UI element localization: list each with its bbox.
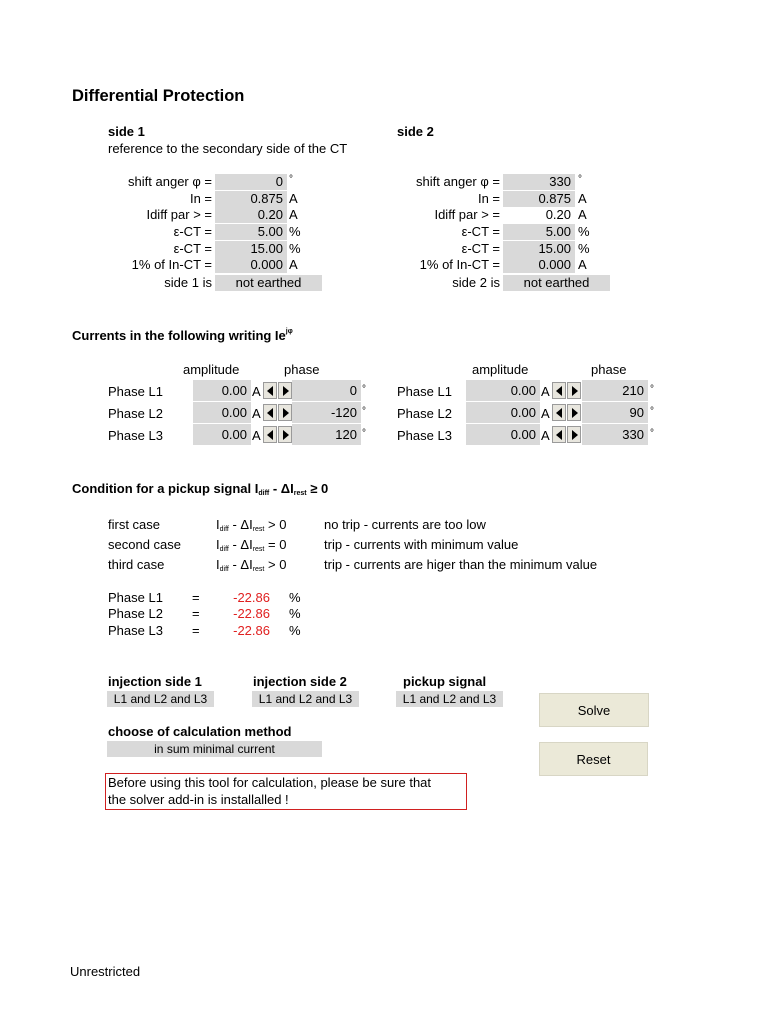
- phase-input-l1-side1[interactable]: 0: [292, 380, 361, 401]
- param-label: ε-CT =: [173, 224, 212, 239]
- increase-arrow-icon[interactable]: [278, 426, 292, 443]
- param-label: 1% of In-CT =: [131, 257, 212, 272]
- param-label: shift anger φ =: [128, 174, 212, 189]
- increase-arrow-icon[interactable]: [278, 382, 292, 399]
- result-unit: %: [289, 623, 301, 638]
- result-eq: =: [192, 623, 200, 638]
- phase-header-side2: phase: [591, 362, 627, 377]
- result-value: -22.86: [233, 623, 270, 638]
- amp-input-l1-side1[interactable]: 0.00: [193, 380, 251, 401]
- amp-spinner-l2-side1[interactable]: [263, 404, 293, 421]
- earth-select-side2[interactable]: not earthed: [503, 275, 610, 291]
- result-unit: %: [289, 590, 301, 605]
- ect-input-side1[interactable]: 5.00: [215, 224, 287, 240]
- result-phase: Phase L3: [108, 623, 163, 638]
- unit: A: [578, 191, 587, 206]
- calc-method-label: choose of calculation method: [108, 724, 292, 739]
- phase-name: Phase L3: [108, 428, 163, 443]
- result-eq: =: [192, 606, 200, 621]
- shift-angle-input-side2[interactable]: 330: [503, 174, 575, 190]
- case-name: second case: [108, 537, 181, 552]
- earth-label: side 2 is: [452, 275, 500, 290]
- unit: °: [650, 406, 654, 417]
- injection-side2-select[interactable]: L1 and L2 and L3: [252, 691, 359, 707]
- case-description: no trip - currents are too low: [324, 517, 486, 532]
- increase-arrow-icon[interactable]: [278, 404, 292, 421]
- unit: %: [289, 224, 301, 239]
- decrease-arrow-icon[interactable]: [552, 382, 566, 399]
- decrease-arrow-icon[interactable]: [263, 404, 277, 421]
- warning-line: Before using this tool for calculation, please be sure that: [108, 775, 432, 790]
- inct-value-side2: 0.000: [503, 257, 575, 273]
- phase-input-l3-side1[interactable]: 120: [292, 424, 361, 445]
- param-label: Idiff par > =: [146, 207, 212, 222]
- amp-spinner-l3-side2[interactable]: [552, 426, 582, 443]
- unit: °: [650, 384, 654, 395]
- result-phase: Phase L1: [108, 590, 163, 605]
- unit: %: [578, 241, 590, 256]
- decrease-arrow-icon[interactable]: [552, 426, 566, 443]
- phase-input-l1-side2[interactable]: 210: [582, 380, 648, 401]
- unit: A: [252, 384, 261, 399]
- injection-side1-label: injection side 1: [108, 674, 202, 689]
- case-name: first case: [108, 517, 161, 532]
- inct-value-side1: 0.000: [215, 257, 287, 273]
- unit: A: [578, 207, 587, 222]
- unit: °: [362, 384, 366, 395]
- amp-spinner-l1-side1[interactable]: [263, 382, 293, 399]
- result-unit: %: [289, 606, 301, 621]
- unit: °: [362, 428, 366, 439]
- in-input-side2[interactable]: 0.875: [503, 191, 575, 207]
- param-label: ε-CT =: [173, 241, 212, 256]
- in-input-side1[interactable]: 0.875: [215, 191, 287, 207]
- idiff-value-side2: 0.20: [545, 207, 571, 222]
- amp-spinner-l3-side1[interactable]: [263, 426, 293, 443]
- amp-input-l2-side1[interactable]: 0.00: [193, 402, 251, 423]
- case-formula: $I_{diff} - \Delta I_{rest} > 0$: [216, 557, 287, 573]
- phase-name: Phase L1: [108, 384, 163, 399]
- amp-input-l2-side2[interactable]: 0.00: [466, 402, 540, 423]
- phase-input-l2-side2[interactable]: 90: [582, 402, 648, 423]
- unit: A: [289, 207, 298, 222]
- phase-header-side1: phase: [284, 362, 320, 377]
- pickup-signal-select[interactable]: L1 and L2 and L3: [396, 691, 503, 707]
- param-label: In =: [189, 191, 212, 206]
- increase-arrow-icon[interactable]: [567, 426, 581, 443]
- unit: A: [252, 428, 261, 443]
- unit: A: [541, 384, 550, 399]
- unit: A: [541, 406, 550, 421]
- side1-header: side 1: [108, 124, 145, 139]
- param-label: 1% of In-CT =: [419, 257, 500, 272]
- currents-heading: Currents in the following writing $Ie^{j\varphi}$: [72, 328, 293, 343]
- param-label: ε-CT =: [461, 224, 500, 239]
- unit: A: [289, 257, 298, 272]
- case-formula: $I_{diff} - \Delta I_{rest} > 0$: [216, 517, 287, 533]
- reset-button[interactable]: Reset: [539, 742, 648, 776]
- unit: %: [578, 224, 590, 239]
- param-label: shift anger φ =: [416, 174, 500, 189]
- injection-side2-label: injection side 2: [253, 674, 347, 689]
- side2-header: side 2: [397, 124, 434, 139]
- case-formula: $I_{diff} - \Delta I_{rest} = 0$: [216, 537, 287, 553]
- classification-footer: Unrestricted: [70, 964, 141, 979]
- earth-select-side1[interactable]: not earthed: [215, 275, 322, 291]
- decrease-arrow-icon[interactable]: [552, 404, 566, 421]
- shift-angle-input-side1[interactable]: 0: [215, 174, 287, 190]
- amplitude-header-side2: amplitude: [472, 362, 529, 377]
- unit: °: [289, 174, 293, 185]
- unit: A: [289, 191, 298, 206]
- calc-method-select[interactable]: in sum minimal current: [107, 741, 322, 757]
- pickup-signal-label: pickup signal: [403, 674, 487, 689]
- unit: °: [650, 428, 654, 439]
- warning-line: the solver add-in is installalled !: [108, 792, 289, 807]
- unit: °: [362, 406, 366, 417]
- phase-name: Phase L3: [397, 428, 452, 443]
- amp-input-l3-side2[interactable]: 0.00: [466, 424, 540, 445]
- amp-input-l1-side2[interactable]: 0.00: [466, 380, 540, 401]
- phase-input-l2-side1[interactable]: -120: [292, 402, 361, 423]
- page-title: Differential Protection: [72, 87, 245, 105]
- param-label: ε-CT =: [461, 241, 500, 256]
- case-name: third case: [108, 557, 165, 572]
- amp-spinner-l1-side2[interactable]: [552, 382, 582, 399]
- amplitude-header-side1: amplitude: [183, 362, 240, 377]
- result-phase: Phase L2: [108, 606, 163, 621]
- result-eq: =: [192, 590, 200, 605]
- unit: A: [541, 428, 550, 443]
- decrease-arrow-icon[interactable]: [263, 426, 277, 443]
- solver-warning: [105, 773, 467, 810]
- phase-name: Phase L1: [397, 384, 452, 399]
- phase-name: Phase L2: [397, 406, 452, 421]
- case-description: trip - currents with minimum value: [324, 537, 519, 552]
- case-description: trip - currents are higer than the minimum value: [324, 557, 598, 572]
- increase-arrow-icon[interactable]: [567, 382, 581, 399]
- param-label: Idiff par > =: [434, 207, 500, 222]
- condition-heading: Condition for a pickup signal $I_{diff} - \Delta I_{rest} \ge 0$: [72, 481, 329, 497]
- injection-side1-select[interactable]: L1 and L2 and L3: [107, 691, 214, 707]
- unit: A: [578, 257, 587, 272]
- unit: °: [578, 174, 582, 185]
- decrease-arrow-icon[interactable]: [263, 382, 277, 399]
- phase-name: Phase L2: [108, 406, 163, 421]
- result-value: -22.86: [233, 590, 270, 605]
- unit: %: [289, 241, 301, 256]
- idiff-input-side1[interactable]: 0.20: [215, 207, 287, 223]
- ect-input-side2[interactable]: 5.00: [503, 224, 575, 240]
- increase-arrow-icon[interactable]: [567, 404, 581, 421]
- side1-subtitle: reference to the secondary side of the CT: [108, 141, 348, 156]
- param-label: In =: [477, 191, 500, 206]
- unit: A: [252, 406, 261, 421]
- amp-spinner-l2-side2[interactable]: [552, 404, 582, 421]
- amp-input-l3-side1[interactable]: 0.00: [193, 424, 251, 445]
- solve-button[interactable]: Solve: [539, 693, 649, 727]
- earth-label: side 1 is: [164, 275, 212, 290]
- ect2-input-side1[interactable]: 15.00: [215, 241, 287, 257]
- ect2-input-side2[interactable]: 15.00: [503, 241, 575, 257]
- phase-input-l3-side2[interactable]: 330: [582, 424, 648, 445]
- result-value: -22.86: [233, 606, 270, 621]
